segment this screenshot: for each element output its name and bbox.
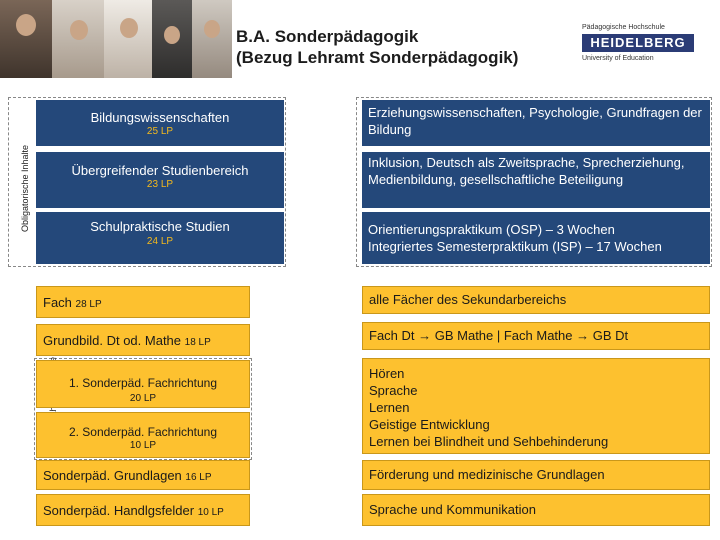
- grundlagen-box: [36, 460, 250, 490]
- schulpraktische-studien-lp: 24 LP: [146, 236, 174, 247]
- osp-line: Orientierungspraktikum (OSP) – 3 Wochen: [368, 222, 615, 237]
- handlungsfelder-label: Sonderpäd. Handlgsfelder: [43, 503, 195, 518]
- logo-top-text: Pädagogische Hochschule: [582, 24, 665, 31]
- fach-description: alle Fächer des Sekundarbereichs: [362, 286, 710, 314]
- fachrichtung-2-lp: 10 LP: [129, 440, 157, 451]
- grundlagen-lp: 16 LP: [185, 472, 212, 483]
- university-logo: [578, 24, 698, 74]
- fachrichtung-2-label: 2. Sonderpäd. Fachrichtung: [68, 425, 218, 439]
- isp-line: Integriertes Semesterpraktikum (ISP) – 17 Wochen: [368, 239, 662, 254]
- header-photo-strip: [0, 0, 232, 78]
- handlungsfelder-lp: 10 LP: [197, 507, 224, 518]
- grundlagen-description: Förderung und medizinische Grundlagen: [362, 460, 710, 490]
- schulpraktische-studien-box: [36, 212, 284, 264]
- option-sprache: Sprache: [369, 383, 418, 398]
- uebergreifender-studienbereich-description: Inklusion, Deutsch als Zweitsprache, Sprecherziehung, Medienbildung, gesellschaftliche Beteiligung: [362, 152, 710, 208]
- logo-main-text: HEIDELBERG: [582, 34, 694, 52]
- fachrichtung-1-label: 1. Sonderpäd. Fachrichtung: [68, 376, 218, 390]
- fachrichtung-1-lp: 20 LP: [129, 393, 157, 404]
- uebergreifender-studienbereich-label: Übergreifender Studienbereich: [71, 163, 249, 178]
- handlungsfelder-description: Sprache und Kommunikation: [362, 494, 710, 526]
- bildungswissenschaften-lp: 25 LP: [146, 126, 174, 137]
- option-hoeren: Hören: [369, 366, 405, 381]
- grundlagen-label: Sonderpäd. Grundlagen: [43, 468, 182, 483]
- option-geistige-entwicklung: Geistige Entwicklung: [369, 417, 490, 432]
- fachrichtung-options: [362, 358, 710, 454]
- title-line-1: B.A. Sonderpädagogik: [236, 27, 419, 46]
- grundbild-box: [36, 324, 250, 356]
- uebergreifender-studienbereich-box: [36, 152, 284, 208]
- bildungswissenschaften-box: [36, 100, 284, 146]
- grundbild-description: Fach Dt → GB Mathe | Fach Mathe → GB Dt: [362, 322, 710, 350]
- title-line-2: (Bezug Lehramt Sonderpädagogik): [236, 48, 519, 67]
- fach-box: [36, 286, 250, 318]
- handlungsfelder-box: [36, 494, 250, 526]
- fach-label: Fach: [43, 295, 72, 310]
- schulpraktische-studien-description: [362, 212, 710, 264]
- uebergreifender-studienbereich-lp: 23 LP: [146, 179, 174, 190]
- obligatory-side-label: Obligatorische Inhalte: [20, 144, 30, 232]
- fach-lp: 28 LP: [75, 299, 102, 310]
- bildungswissenschaften-label: Bildungswissenschaften: [90, 110, 230, 125]
- schulpraktische-studien-label: Schulpraktische Studien: [90, 219, 230, 234]
- grundbild-lp: 18 LP: [184, 337, 211, 348]
- option-lernen: Lernen: [369, 400, 410, 415]
- fachrichtung-1-box: [36, 360, 250, 408]
- bildungswissenschaften-description: Erziehungswissenschaften, Psychologie, Grundfragen der Bildung: [362, 100, 710, 146]
- logo-bottom-text: University of Education: [582, 55, 654, 62]
- fachrichtung-2-box: [36, 412, 250, 458]
- grundbild-label: Grundbild. Dt od. Mathe: [43, 333, 182, 348]
- option-blindheit: Lernen bei Blindheit und Sehbehinderung: [369, 434, 609, 449]
- page-title: [236, 26, 576, 68]
